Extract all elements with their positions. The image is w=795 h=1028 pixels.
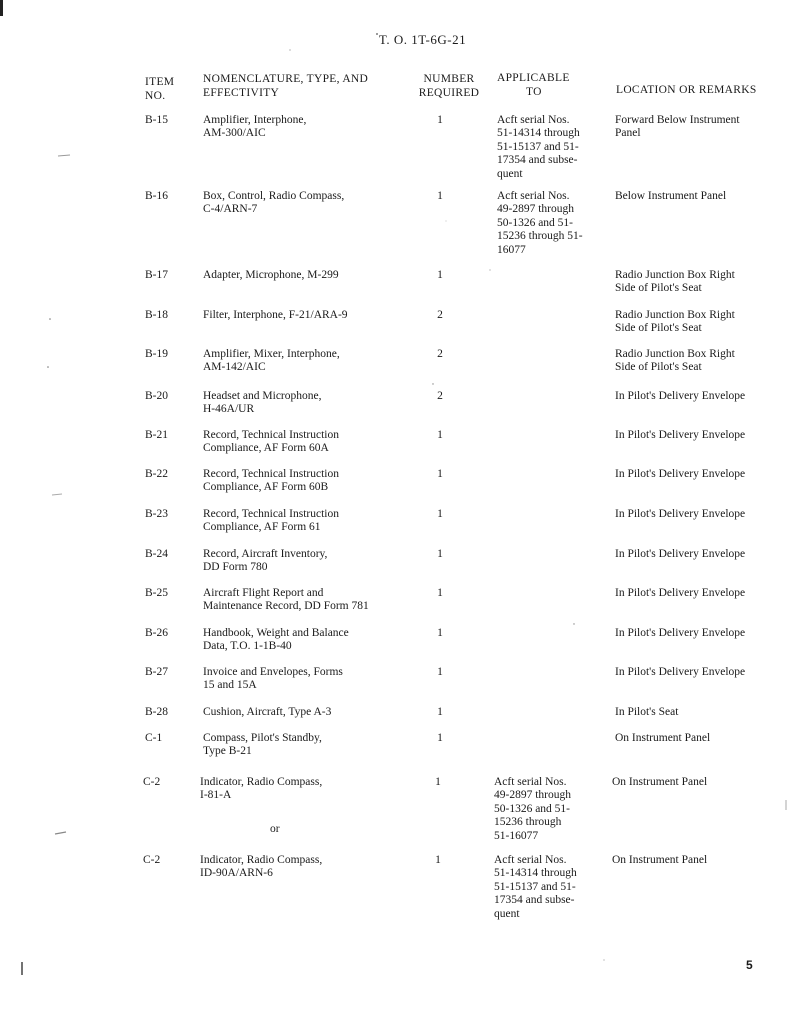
technical-order-number: T. O. 1T-6G-21 [378,32,467,47]
item-number: C-2 [143,776,161,788]
applicable-to: Acft serial Nos. 49-2897 through 50-1326 and 51- 15236 through 51-16077 [494,776,571,842]
nomenclature: Compass, Pilot's Standby, Type B-21 [203,732,322,758]
header-item-no: ITEM NO. [145,76,175,102]
number-required: 1 [437,666,443,678]
location-remarks: In Pilot's Delivery Envelope [615,627,746,639]
number-required: 1 [437,508,443,520]
location-remarks: On Instrument Panel [612,776,708,788]
location-remarks: In Pilot's Delivery Envelope [615,390,746,402]
item-number: B-28 [145,706,168,718]
header-nomenclature: NOMENCLATURE, TYPE, AND EFFECTIVITY [203,73,369,99]
number-required: 1 [435,776,441,788]
nomenclature: Record, Technical Instruction Compliance, AF Form 60B [203,468,339,494]
location-remarks: Radio Junction Box Right Side of Pilot's Seat [615,309,735,335]
nomenclature: Record, Technical Instruction Compliance, AF Form 60A [203,429,339,455]
header-number-required: NUMBER REQUIRED [418,73,480,99]
location-remarks: In Pilot's Delivery Envelope [615,468,746,480]
page-number: 5 [746,958,753,972]
nomenclature: Amplifier, Mixer, Interphone, AM-142/AIC [203,348,340,374]
location-remarks: On Instrument Panel [612,854,708,866]
number-required: 1 [437,190,443,202]
number-required: 1 [437,732,443,744]
number-required: 1 [437,269,443,281]
header-applicable-to: APPLICABLE TO [497,72,570,98]
number-required: 2 [437,390,443,402]
location-remarks: In Pilot's Seat [615,706,679,718]
number-required: 1 [437,548,443,560]
number-required: 2 [437,348,443,360]
number-required: 1 [437,468,443,480]
location-remarks: Below Instrument Panel [615,190,727,202]
item-number: B-16 [145,190,168,202]
applicable-to: Acft serial Nos. 51-14314 through 51-15137 and 51- 17354 and subse- quent [494,854,577,920]
or-separator: or [270,823,280,835]
item-number: B-23 [145,508,168,520]
item-number: B-19 [145,348,168,360]
nomenclature: Box, Control, Radio Compass, C-4/ARN-7 [203,190,345,216]
item-number: B-17 [145,269,168,281]
nomenclature: Record, Aircraft Inventory, DD Form 780 [203,548,328,574]
header-location-remarks: LOCATION OR REMARKS [616,84,757,96]
item-number: B-24 [145,548,168,560]
location-remarks: Forward Below Instrument Panel [615,114,740,140]
item-number: B-21 [145,429,168,441]
location-remarks: Radio Junction Box Right Side of Pilot's Seat [615,348,735,374]
location-remarks: In Pilot's Delivery Envelope [615,587,746,599]
nomenclature: Record, Technical Instruction Compliance, AF Form 61 [203,508,339,534]
nomenclature: Indicator, Radio Compass, ID-90A/ARN-6 [200,854,323,880]
location-remarks: In Pilot's Delivery Envelope [615,508,746,520]
nomenclature: Handbook, Weight and Balance Data, T.O. 1-1B-40 [203,627,349,653]
location-remarks: On Instrument Panel [615,732,711,744]
number-required: 1 [437,429,443,441]
item-number: B-25 [145,587,168,599]
applicable-to: Acft serial Nos. 49-2897 through 50-1326 and 51- 15236 through 51- 16077 [497,190,583,256]
item-number: B-22 [145,468,168,480]
item-number: C-1 [145,732,163,744]
item-number: B-26 [145,627,168,639]
number-required: 1 [437,587,443,599]
item-number: B-27 [145,666,168,678]
item-number: B-18 [145,309,168,321]
location-remarks: In Pilot's Delivery Envelope [615,548,746,560]
location-remarks: In Pilot's Delivery Envelope [615,666,746,678]
item-number: C-2 [143,854,161,866]
location-remarks: Radio Junction Box Right Side of Pilot's Seat [615,269,735,295]
applicable-to: Acft serial Nos. 51-14314 through 51-15137 and 51- 17354 and subse- quent [497,114,580,180]
number-required: 1 [437,627,443,639]
nomenclature: Adapter, Microphone, M-299 [203,269,339,281]
item-number: B-20 [145,390,168,402]
nomenclature: Cushion, Aircraft, Type A-3 [203,706,332,718]
nomenclature: Invoice and Envelopes, Forms 15 and 15A [203,666,343,692]
number-required: 1 [437,706,443,718]
item-number: B-15 [145,114,168,126]
number-required: 1 [437,114,443,126]
nomenclature: Amplifier, Interphone, AM-300/AIC [203,114,307,140]
location-remarks: In Pilot's Delivery Envelope [615,429,746,441]
nomenclature: Indicator, Radio Compass, I-81-A [200,776,323,802]
nomenclature: Filter, Interphone, F-21/ARA-9 [203,309,348,321]
number-required: 2 [437,309,443,321]
number-required: 1 [435,854,441,866]
nomenclature: Headset and Microphone, H-46A/UR [203,390,322,416]
nomenclature: Aircraft Flight Report and Maintenance Record, DD Form 781 [203,587,369,613]
